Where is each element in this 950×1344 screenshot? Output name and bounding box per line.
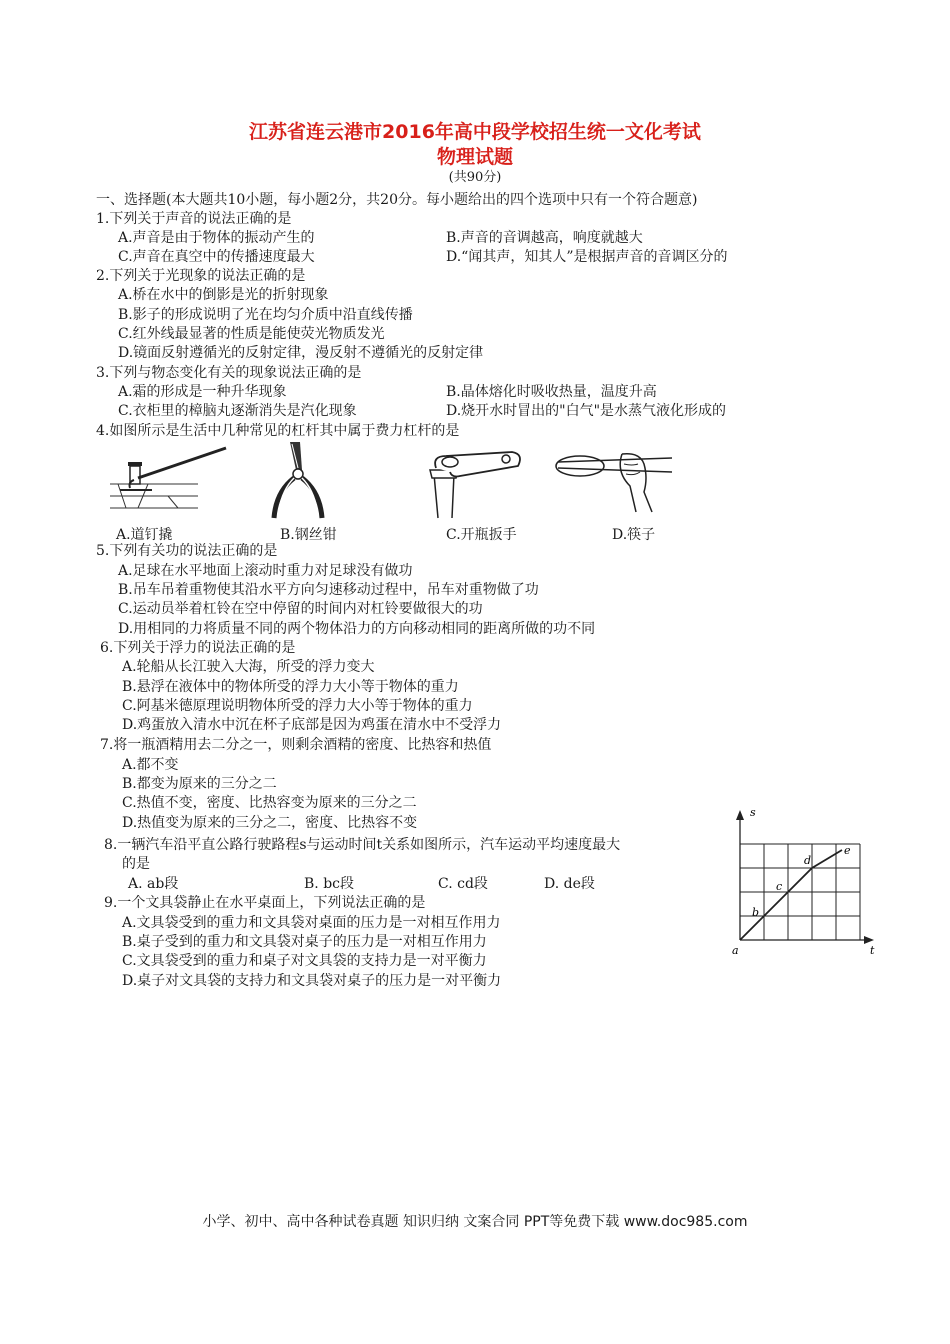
exam-subtitle: 物理试题 xyxy=(436,146,513,168)
question-9-option-a: A.文具袋受到的重力和文具袋对桌面的压力是一对相互作用力 xyxy=(122,915,501,931)
question-2-option-d: D.镜面反射遵循光的反射定律，漫反射不遵循光的反射定律 xyxy=(118,345,484,361)
question-9-option-b: B.桌子受到的重力和文具袋对桌子的压力是一对相互作用力 xyxy=(122,934,487,950)
total-score: (共90分) xyxy=(448,170,502,185)
question-3-option-b: B.晶体熔化时吸收热量，温度升高 xyxy=(446,384,657,400)
question-6-option-b: B.悬浮在液体中的物体所受的浮力大小等于物体的重力 xyxy=(122,679,459,695)
question-1-stem: 1.下列关于声音的说法正确的是 xyxy=(96,211,292,227)
question-1-option-c: C.声音在真空中的传播速度最大 xyxy=(118,249,315,265)
question-9-option-d: D.桌子对文具袋的支持力和文具袋对桌子的压力是一对平衡力 xyxy=(122,973,502,989)
graph-grid xyxy=(740,844,860,940)
question-6-stem: 6.下列关于浮力的说法正确的是 xyxy=(100,640,296,656)
section-heading: 一、选择题(本大题共10小题，每小题2分，共20分。每小题给出的四个选项中只有一个符合题意) xyxy=(96,192,698,208)
exam-title: 江苏省连云港市2016年高中段学校招生统一文化考试 xyxy=(249,121,701,143)
question-3-option-c: C.衣柜里的樟脑丸逐渐消失是汽化现象 xyxy=(118,403,357,419)
question-9-option-c: C.文具袋受到的重力和桌子对文具袋的支持力是一对平衡力 xyxy=(122,953,487,969)
question-4-option-a: A.道钉撬 xyxy=(116,527,173,543)
motion-line xyxy=(740,850,842,940)
distance-time-graph xyxy=(726,808,886,958)
point-b-label: b xyxy=(752,906,760,919)
question-7-option-b: B.都变为原来的三分之二 xyxy=(122,776,277,792)
question-1-option-d: D.“闻其声，知其人”是根据声音的音调区分的 xyxy=(446,249,728,265)
question-2-option-c: C.红外线最显著的性质是能使荧光物质发光 xyxy=(118,326,385,342)
question-4-option-c: C.开瓶扳手 xyxy=(446,527,517,543)
question-2-stem: 2.下列关于光现象的说法正确的是 xyxy=(96,268,306,284)
question-6-option-a: A.轮船从长江驶入大海，所受的浮力变大 xyxy=(122,659,375,675)
point-e-label: e xyxy=(844,844,851,857)
question-8-stem: 8.一辆汽车沿平直公路行驶路程s与运动时间t关系如图所示，汽车运动平均速度最大 xyxy=(104,837,621,853)
question-3-stem: 3.下列与物态变化有关的现象说法正确的是 xyxy=(96,365,362,381)
question-7-option-a: A.都不变 xyxy=(122,757,179,773)
question-4-stem: 4.如图所示是生活中几种常见的杠杆其中属于费力杠杆的是 xyxy=(96,423,460,439)
pliers-figure xyxy=(268,440,328,522)
question-3-option-a: A.霜的形成是一种升华现象 xyxy=(118,384,287,400)
t-axis-label: t xyxy=(870,944,875,957)
question-8-option-d: D. de段 xyxy=(544,876,595,892)
s-axis-arrow xyxy=(736,810,744,820)
point-d-label: d xyxy=(804,854,812,867)
question-6-option-c: C.阿基米德原理说明物体所受的浮力大小等于物体的重力 xyxy=(122,698,473,714)
question-2-option-b: B.影子的形成说明了光在均匀介质中沿直线传播 xyxy=(118,307,413,323)
t-axis-arrow xyxy=(864,936,874,944)
question-6-option-d: D.鸡蛋放入清水中沉在杯子底部是因为鸡蛋在清水中不受浮力 xyxy=(122,717,502,733)
question-5-option-b: B.吊车吊着重物使其沿水平方向匀速移动过程中，吊车对重物做了功 xyxy=(118,582,539,598)
question-1-option-a: A.声音是由于物体的振动产生的 xyxy=(118,230,315,246)
question-7-stem: 7.将一瓶酒精用去二分之一，则剩余酒精的密度、比热容和热值 xyxy=(100,737,492,753)
footer-text: 小学、初中、高中各种试卷真题 知识归纳 文案合同 PPT等免费下载 www.doc985.com xyxy=(202,1214,748,1230)
question-8-option-b: B. bc段 xyxy=(304,876,354,892)
s-axis-label: s xyxy=(750,806,756,819)
chopsticks-figure xyxy=(552,452,674,514)
question-7-option-c: C.热值不变，密度、比热容变为原来的三分之二 xyxy=(122,795,417,811)
question-9-stem: 9.一个文具袋静止在水平桌面上，下列说法正确的是 xyxy=(104,895,426,911)
point-c-label: c xyxy=(776,880,783,893)
question-5-stem: 5.下列有关功的说法正确的是 xyxy=(96,543,278,559)
question-8-stem-cont: 的是 xyxy=(122,856,150,872)
point-a-label: a xyxy=(732,944,739,957)
question-1-option-b: B.声音的音调越高，响度就越大 xyxy=(446,230,643,246)
question-5-option-c: C.运动员举着杠铃在空中停留的时间内对杠铃要做很大的功 xyxy=(118,601,483,617)
question-7-option-d: D.热值变为原来的三分之二，密度、比热容不变 xyxy=(122,815,418,831)
question-4-option-b: B.钢丝钳 xyxy=(280,527,337,543)
question-2-option-a: A.桥在水中的倒影是光的折射现象 xyxy=(118,287,329,303)
question-8-option-a: A. ab段 xyxy=(128,876,179,892)
bottle-opener-figure xyxy=(426,448,526,518)
question-4-option-d: D.筷子 xyxy=(612,527,656,543)
question-3-option-d: D.烧开水时冒出的"白气"是水蒸气液化形成的 xyxy=(446,403,727,419)
crowbar-figure xyxy=(108,446,238,516)
question-5-option-d: D.用相同的力将质量不同的两个物体沿力的方向移动相同的距离所做的功不同 xyxy=(118,621,596,637)
question-5-option-a: A.足球在水平地面上滚动时重力对足球没有做功 xyxy=(118,563,413,579)
question-8-option-c: C. cd段 xyxy=(438,876,488,892)
